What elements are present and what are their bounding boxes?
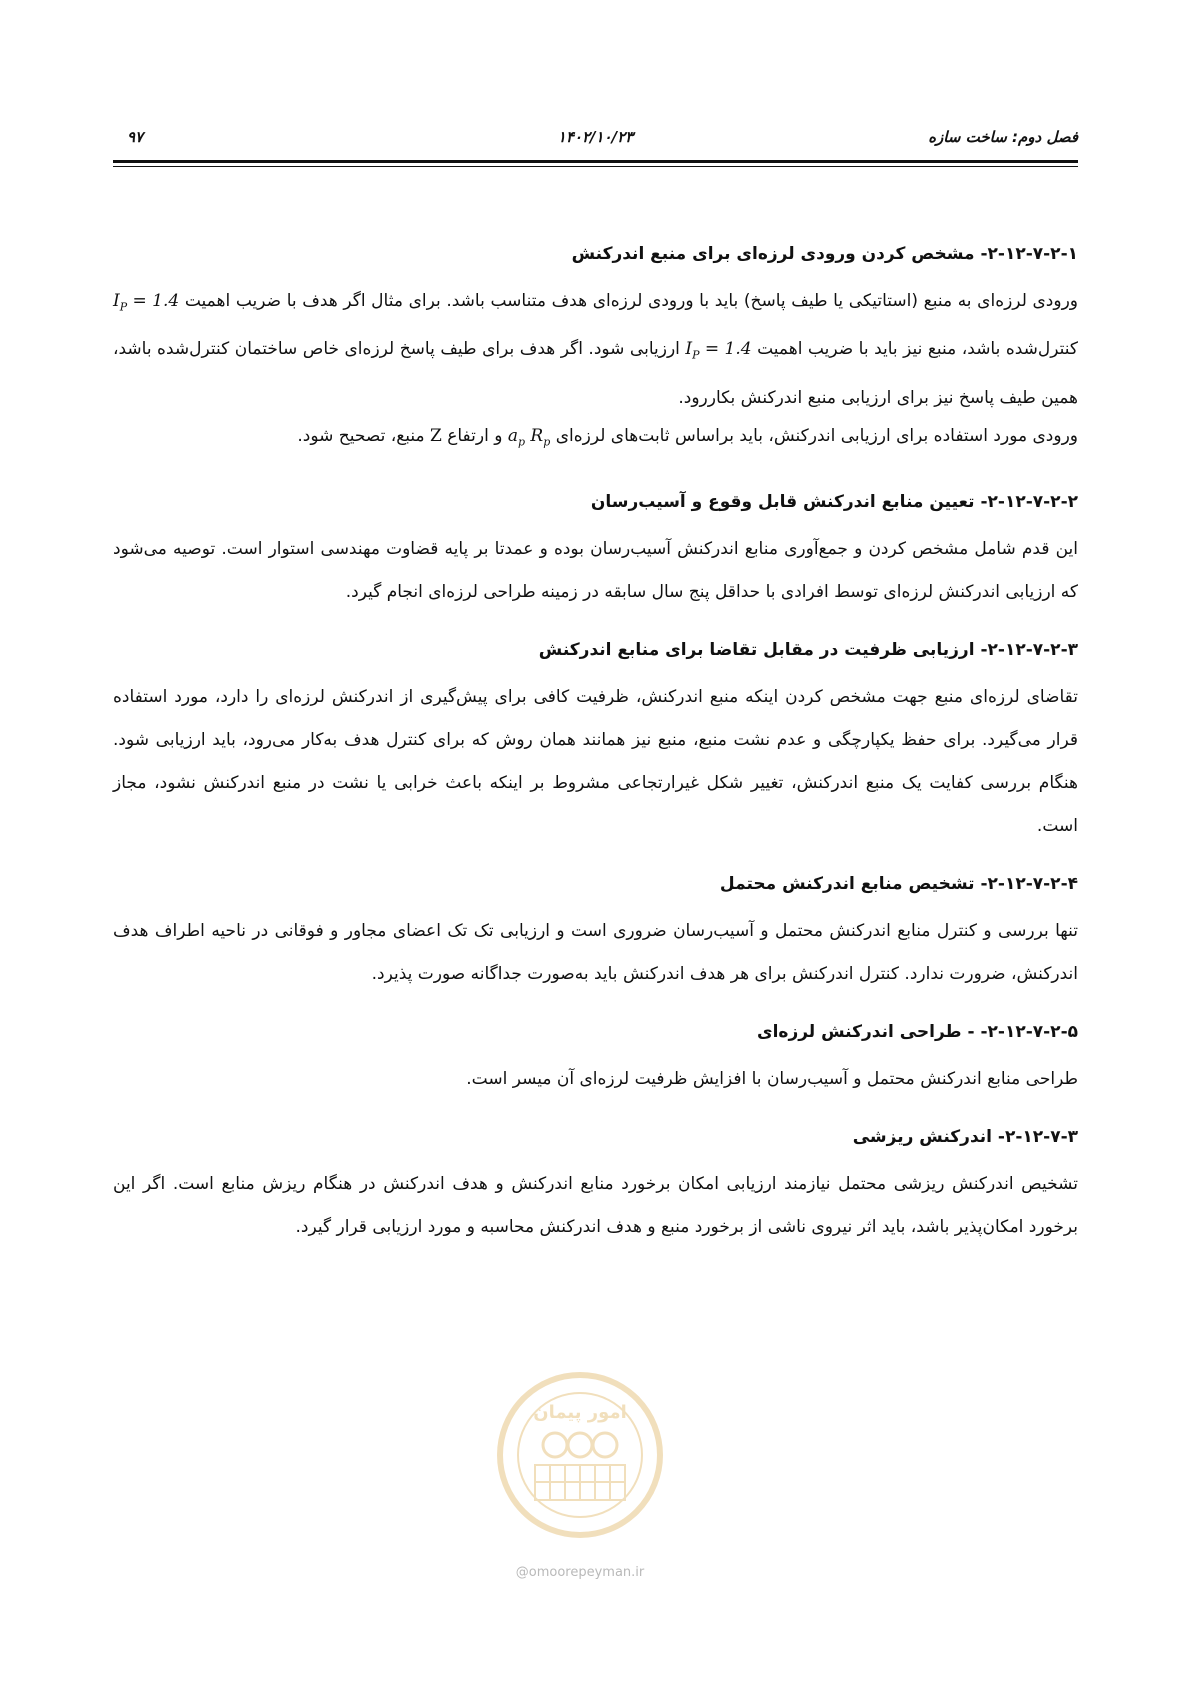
- math-value: = 1.4: [704, 339, 752, 360]
- para-text: کنترل‌شده باشد، منبع نیز باید با ضریب اهمیت: [757, 339, 1078, 360]
- page-header: [113, 118, 1078, 158]
- para-text: ورودی لرزه‌ای به منبع (استاتیکی یا طیف پاسخ) باید با ورودی لرزه‌ای هدف متناسب باشد. برای مثال اگر هدف با ضریب اهمیت: [184, 291, 1079, 311]
- section-heading-2: ۲-۱۲-۷-۲-۲- تعیین منابع اندرکنش قابل وقوع و آسیب‌رسان: [590, 492, 1078, 513]
- section-paragraph-4: تقاضای لرزه‌ای منبع جهت مشخص کردن اینکه منبع اندرکنش، ظرفیت کافی برای پیش‌گیری از اندرکنش لرزه‌ای را دارد، مورد استفاده قرار می‌گیرد. برای حفظ یکپارچگی و عدم نشت منبع، منبع نیز همانند همان روش که برای کنترل هدف به‌کار می‌رود، باید ارزیابی شود. هنگام بررسی کفایت یک منبع اندرکنش، تغییر شکل غیرارتجاعی مشروط بر اینکه باعث خرابی یا نشت در منبع اندرکنش نشود، مجاز است.: [113, 687, 1078, 837]
- para-text: و ارتفاع: [447, 425, 503, 446]
- watermark-logo-text: امور پیمان: [533, 1402, 627, 1423]
- math-value: = 1.4: [132, 291, 180, 311]
- importance-factor-math: $I_P = 1.4$: [685, 339, 752, 362]
- header-rule-thin: [113, 166, 1078, 167]
- section-heading-5: ۲-۱۲-۷-۲-۵- - طراحی اندرکنش لرزه‌ای: [757, 1022, 1078, 1043]
- header-date: ۱۴۰۲/۱۰/۲۳: [557, 128, 634, 146]
- para-text: منبع، تصحیح شود.: [297, 425, 425, 446]
- section-paragraph-2: [113, 420, 1078, 458]
- height-z-math: Z: [430, 425, 442, 446]
- header-rule-thick: [113, 160, 1078, 163]
- importance-factor-math: $I_P = 1.4$: [113, 291, 180, 314]
- para-text: ارزیابی شود. اگر هدف برای طیف پاسخ لرزه‌ای خاص ساختمان کنترل‌شده باشد، همین طیف پاسخ نیز برای ارزیابی منبع اندرکنش بکاررود.: [113, 339, 1078, 408]
- watermark-logo: [495, 1370, 665, 1540]
- page-body: [113, 240, 1078, 1249]
- section-heading-3: ۲-۱۲-۷-۲-۳- ارزیابی ظرفیت در مقابل تقاضا برای منابع اندرکنش: [538, 640, 1078, 661]
- section-paragraph-5: تنها بررسی و کنترل منابع اندرکنش محتمل و آسیب‌رسان ضروری است و ارزیابی تک تک اعضای مجاور و فوقانی در ناحیه اطراف هدف اندرکنش، ضرورت ندارد. کنترل اندرکنش برای هر هدف اندرکنش باید به‌صورت جداگانه صورت پذیرد.: [113, 921, 1078, 985]
- watermark-text: @omoorepeyman.ir: [515, 1565, 645, 1580]
- section-paragraph-1: [113, 280, 1078, 420]
- section-paragraph-3: این قدم شامل مشخص کردن و جمع‌آوری منابع اندرکنش آسیب‌رسان بوده و عمدتا بر پایه قضاوت مهندسی استوار است. توصیه می‌شود که ارزیابی اندرکنش لرزه‌ای توسط افرادی با حداقل پنج سال سابقه در زمینه طراحی لرزه‌ای انجام گیرد.: [113, 539, 1078, 603]
- section-heading-4: ۲-۱۲-۷-۲-۴- تشخیص منابع اندرکنش محتمل: [719, 874, 1078, 895]
- section-paragraph-6: طراحی منابع اندرکنش محتمل و آسیب‌رسان با افزایش ظرفیت لرزه‌ای آن میسر است.: [466, 1069, 1078, 1090]
- chapter-title: فصل دوم: ساخت سازه: [928, 128, 1078, 146]
- section-heading-6: ۲-۱۲-۷-۳- اندرکنش ریزشی: [852, 1127, 1078, 1148]
- section-heading-1: ۲-۱۲-۷-۲-۱- مشخص کردن ورودی لرزه‌ای برای منبع اندرکنش: [571, 244, 1078, 264]
- section-paragraph-7: تشخیص اندرکنش ریزشی محتمل نیازمند ارزیابی امکان برخورد منابع اندرکنش و هدف اندرکنش در هنگام ریزش منابع است. اگر این برخورد امکان‌پذیر باشد، باید اثر نیروی ناشی از برخورد منبع و هدف اندرکنش محاسبه و مورد ارزیابی قرار گیرد.: [113, 1174, 1078, 1238]
- para-text: ورودی مورد استفاده برای ارزیابی اندرکنش، باید براساس ثابت‌های لرزه‌ای: [555, 425, 1078, 446]
- page-number: ۹۷: [127, 128, 144, 146]
- seismic-constants-math: $a_p$ $R_p$: [507, 425, 551, 449]
